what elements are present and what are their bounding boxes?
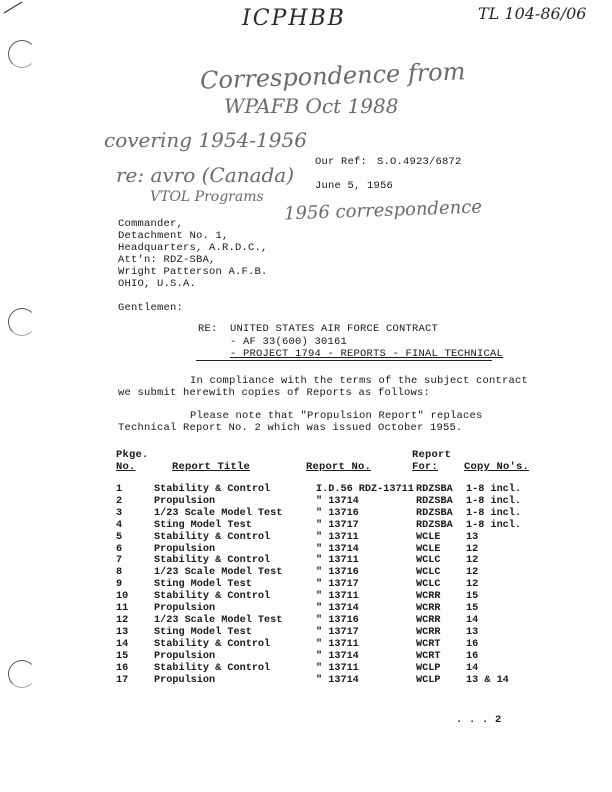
row-report-for: WCLC <box>416 555 441 567</box>
row-report-number: " 13714 <box>316 650 359 662</box>
our-ref-value: S.O.4923/6872 <box>377 156 462 168</box>
row-report-title: Stability & Control <box>154 662 271 674</box>
handwritten-note-line4: re: avro (Canada) <box>116 163 295 187</box>
row-report-title: 1/23 Scale Model Test <box>154 567 283 579</box>
row-copy-numbers: 13 <box>466 626 479 638</box>
row-report-title: Propulsion <box>154 674 216 686</box>
address-line: Att'n: RDZ-SBA, <box>118 254 216 266</box>
row-report-for: WCLE <box>416 543 441 555</box>
row-number: 13 <box>116 626 129 638</box>
address-line: Headquarters, A.R.D.C., <box>118 242 268 254</box>
row-report-for: RDZSBA <box>416 484 453 495</box>
row-report-title: 1/23 Scale Model Test <box>154 614 283 626</box>
letter-date: June 5, 1956 <box>315 180 394 192</box>
row-number: 6 <box>116 543 123 555</box>
row-report-title: Sting Model Test <box>154 626 252 638</box>
row-report-number: " 13711 <box>316 662 359 674</box>
re-line: - PROJECT 1794 - REPORTS - FINAL TECHNICAL <box>230 348 504 360</box>
table-row <box>116 675 546 687</box>
row-report-number: " 13711 <box>316 638 359 650</box>
row-report-number: " 13716 <box>316 507 359 519</box>
header-report-no: Report No. <box>306 461 372 473</box>
row-report-number: " 13717 <box>316 579 359 591</box>
handwritten-note-line2: WPAFB Oct 1988 <box>224 94 399 118</box>
row-report-number: " 13711 <box>316 591 359 603</box>
paragraph-1-line2: we submit herewith copies of Reports as follows: <box>118 387 431 399</box>
row-copy-numbers: 16 <box>466 638 479 650</box>
salutation: Gentlemen: <box>118 302 184 314</box>
row-report-title: Propulsion <box>154 603 216 615</box>
row-report-for: WCRR <box>416 626 441 638</box>
row-copy-numbers: 13 & 14 <box>466 674 509 686</box>
row-copy-numbers: 1-8 incl. <box>466 495 522 507</box>
table-row <box>116 663 546 675</box>
handwritten-note-line6: 1956 correspondence <box>283 196 483 225</box>
handwritten-top-right: TL 104-86/06 <box>478 4 587 23</box>
row-number: 4 <box>116 519 123 531</box>
row-report-number: I.D.56 RDZ-13711 <box>316 484 414 495</box>
row-report-for: WCRR <box>416 591 441 603</box>
row-report-for: RDZSBA <box>416 495 453 507</box>
re-line: UNITED STATES AIR FORCE CONTRACT <box>230 323 439 335</box>
address-line: Commander, <box>118 218 184 230</box>
address-line: Detachment No. 1, <box>118 230 229 242</box>
handwritten-note-line3: covering 1954-1956 <box>104 128 307 152</box>
re-label: RE: <box>198 323 218 335</box>
table-row <box>116 532 546 544</box>
row-number: 17 <box>116 674 129 686</box>
row-report-title: Stability & Control <box>154 555 271 567</box>
row-number: 9 <box>116 579 123 591</box>
binder-hole-middle <box>8 308 36 336</box>
row-report-number: " 13714 <box>316 495 359 507</box>
row-number: 14 <box>116 638 129 650</box>
binder-hole-top <box>8 40 36 68</box>
row-copy-numbers: 12 <box>466 555 479 567</box>
row-report-number: " 13711 <box>316 531 359 543</box>
header-report-title: Report Title <box>172 461 251 473</box>
table-row <box>116 639 546 651</box>
row-report-for: WCRR <box>416 614 441 626</box>
row-report-title: 1/23 Scale Model Test <box>154 507 283 519</box>
row-number: 16 <box>116 662 129 674</box>
re-underline <box>196 360 492 361</box>
paragraph-1-line1: In compliance with the terms of the subject contract <box>190 375 529 387</box>
table-row <box>116 603 546 615</box>
row-number: 11 <box>116 603 129 615</box>
row-copy-numbers: 12 <box>466 543 479 555</box>
table-row <box>116 567 546 579</box>
reports-table-body <box>116 484 546 686</box>
binder-hole-bottom <box>8 660 36 688</box>
row-report-title: Propulsion <box>154 495 216 507</box>
handwritten-note-line5: VTOL Programs <box>150 189 264 205</box>
header-pkge: Pkge. <box>116 449 149 461</box>
our-ref-label: Our Ref: <box>315 156 368 168</box>
header-no: No. <box>116 461 136 473</box>
row-report-for: WCLC <box>416 579 441 591</box>
reports-table <box>116 484 546 686</box>
row-number: 2 <box>116 495 123 507</box>
pen-mark <box>2 0 26 14</box>
row-copy-numbers: 14 <box>466 614 479 626</box>
row-number: 8 <box>116 567 123 579</box>
handwritten-top-center: ICPHBB <box>242 6 346 31</box>
continuation-marker: . . . 2 <box>456 714 502 726</box>
row-report-number: " 13714 <box>316 543 359 555</box>
row-copy-numbers: 15 <box>466 591 479 603</box>
table-row <box>116 484 546 496</box>
row-report-title: Stability & Control <box>154 638 271 650</box>
row-report-title: Stability & Control <box>154 591 271 603</box>
row-report-for: WCLC <box>416 567 441 579</box>
row-report-for: RDZSBA <box>416 519 453 531</box>
row-number: 12 <box>116 614 129 626</box>
row-report-title: Stability & Control <box>154 531 271 543</box>
row-number: 15 <box>116 650 129 662</box>
row-number: 1 <box>116 484 123 495</box>
table-row <box>116 555 546 567</box>
row-copy-numbers: 1-8 incl. <box>466 507 522 519</box>
row-report-number: " 13716 <box>316 614 359 626</box>
table-row <box>116 520 546 532</box>
handwritten-note-line1: Correspondence from <box>199 57 466 95</box>
row-report-number: " 13711 <box>316 555 359 567</box>
row-report-title: Sting Model Test <box>154 579 252 591</box>
address-line: Wright Patterson A.F.B. <box>118 266 268 278</box>
row-copy-numbers: 1-8 incl. <box>466 484 522 495</box>
row-number: 10 <box>116 591 129 603</box>
row-report-for: WCRT <box>416 638 441 650</box>
row-copy-numbers: 1-8 incl. <box>466 519 522 531</box>
header-copy-nos: Copy No's. <box>464 461 530 473</box>
row-number: 5 <box>116 531 123 543</box>
row-report-title: Propulsion <box>154 543 216 555</box>
row-copy-numbers: 16 <box>466 650 479 662</box>
table-row <box>116 651 546 663</box>
table-row <box>116 496 546 508</box>
header-report-for-top: Report <box>412 449 452 461</box>
table-row <box>116 579 546 591</box>
table-row <box>116 508 546 520</box>
row-report-number: " 13717 <box>316 519 359 531</box>
row-report-number: " 13714 <box>316 603 359 615</box>
row-copy-numbers: 13 <box>466 531 479 543</box>
table-row <box>116 544 546 556</box>
header-report-for: For: <box>412 461 439 473</box>
row-copy-numbers: 12 <box>466 567 479 579</box>
re-line: - AF 33(600) 30161 <box>230 336 348 348</box>
table-row <box>116 627 546 639</box>
row-copy-numbers: 15 <box>466 603 479 615</box>
row-report-for: WCLE <box>416 531 441 543</box>
row-report-for: WCRR <box>416 603 441 615</box>
paragraph-2-line2: Technical Report No. 2 which was issued October 1955. <box>118 422 463 434</box>
row-copy-numbers: 12 <box>466 579 479 591</box>
row-report-number: " 13716 <box>316 567 359 579</box>
row-report-for: RDZSBA <box>416 507 453 519</box>
row-report-for: WCRT <box>416 650 441 662</box>
table-row <box>116 591 546 603</box>
row-report-for: WCLP <box>416 662 441 674</box>
row-report-for: WCLP <box>416 674 441 686</box>
table-row <box>116 615 546 627</box>
row-copy-numbers: 14 <box>466 662 479 674</box>
row-number: 3 <box>116 507 123 519</box>
paragraph-2-line1: Please note that "Propulsion Report" replaces <box>190 410 483 422</box>
row-report-title: Stability & Control <box>154 484 271 495</box>
row-report-title: Sting Model Test <box>154 519 252 531</box>
row-number: 7 <box>116 555 123 567</box>
row-report-number: " 13717 <box>316 626 359 638</box>
address-line: OHIO, U.S.A. <box>118 278 197 290</box>
row-report-number: " 13714 <box>316 674 359 686</box>
row-report-title: Propulsion <box>154 650 216 662</box>
